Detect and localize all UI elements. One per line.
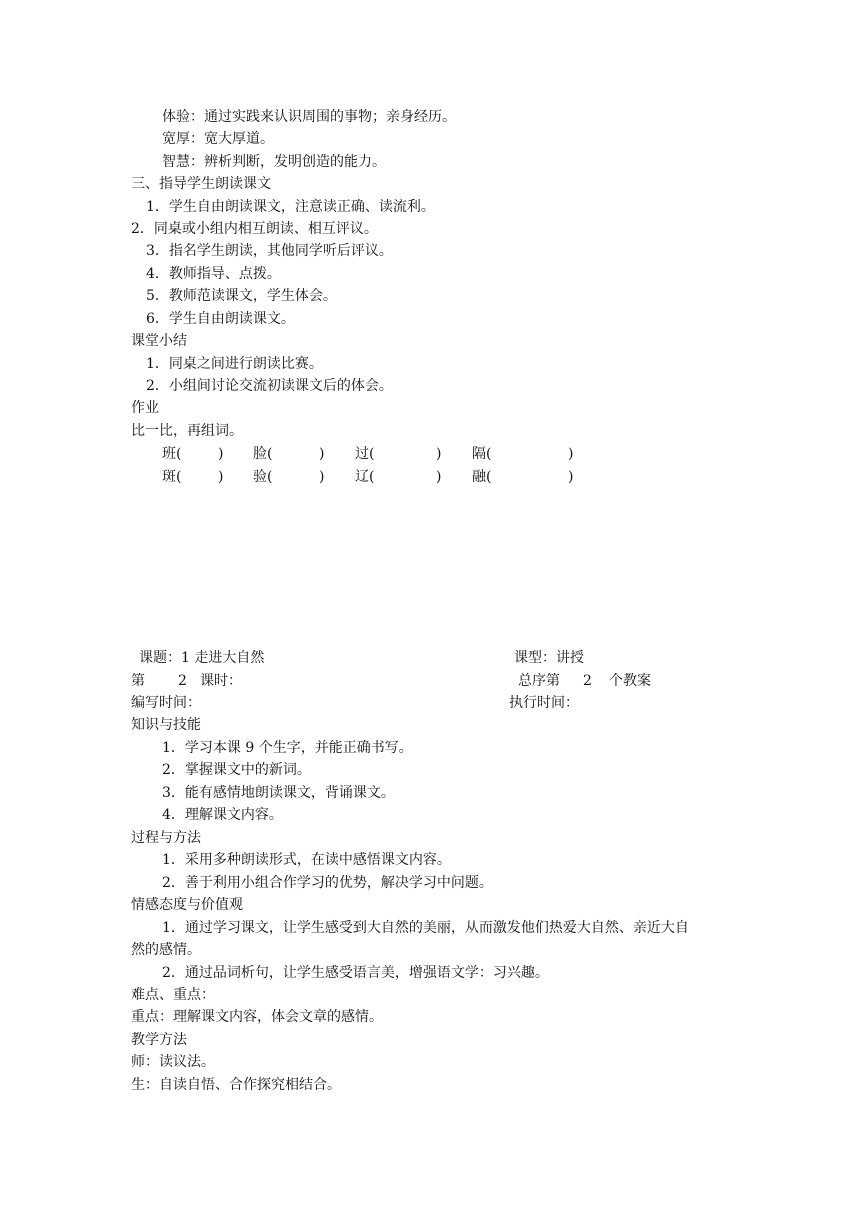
section3-step-5: 5．教师范读课文，学生体会。	[146, 288, 337, 304]
section3-step-1: 1．学生自由朗读课文，注意读正确、读流利。	[146, 199, 435, 215]
process-item-1: 1．采用多种朗读形式，在读中感悟课文内容。	[162, 852, 451, 868]
knowledge-item-1: 1．学习本课 9 个生字，并能正确书写。	[162, 740, 413, 756]
write-time-label: 编写时间：	[131, 695, 201, 711]
period-prefix: 第	[131, 673, 145, 689]
emotion-item-1-line-1: 1．通过学习课文，让学生感受到大自然的美丽，从而激发他们热爱大自然、亲近大自	[162, 920, 689, 936]
word-pair-open: 辽(	[355, 469, 375, 485]
total-prefix: 总序第	[518, 673, 560, 689]
period-number: 2	[178, 673, 187, 689]
period-suffix: 课时：	[200, 673, 242, 689]
student-method: 生：自读自悟、合作探究相结合。	[131, 1077, 341, 1093]
word-pair-close: )	[319, 446, 325, 462]
word-pair-close: )	[218, 446, 224, 462]
vocab-line-1: 体验：通过实践来认识周围的事物；亲身经历。	[162, 109, 456, 125]
process-heading: 过程与方法	[131, 830, 201, 846]
vocab-line-2: 宽厚：宽大厚道。	[162, 131, 274, 147]
word-pair-close: )	[436, 469, 442, 485]
word-pair-open: 过(	[355, 446, 375, 462]
section3-step-2: 2．同桌或小组内相互朗读、相互评议。	[131, 221, 378, 237]
homework-heading: 作业	[131, 400, 159, 416]
lesson-type: 课型：讲授	[514, 650, 584, 666]
word-pair-close: )	[436, 446, 442, 462]
emotion-item-1-line-2: 然的感情。	[131, 942, 201, 958]
teacher-method: 师：读议法。	[131, 1054, 215, 1070]
word-pair-close: )	[218, 469, 224, 485]
emotion-heading: 情感态度与价值观	[131, 897, 243, 913]
word-pair-open: 班(	[162, 446, 182, 462]
key-point: 重点：理解课文内容，体会文章的感情。	[131, 1009, 383, 1025]
word-pair-open: 融(	[472, 469, 492, 485]
knowledge-heading: 知识与技能	[131, 717, 201, 733]
word-pair-open: 斑(	[162, 469, 182, 485]
section3-heading: 三、指导学生朗读课文	[131, 176, 271, 192]
section3-step-4: 4．教师指导、点拨。	[146, 266, 281, 282]
knowledge-item-3: 3．能有感情地朗读课文，背诵课文。	[162, 785, 395, 801]
word-pair-close: )	[319, 469, 325, 485]
difficulty-heading: 难点、重点：	[131, 987, 215, 1003]
word-pair-open: 隔(	[472, 446, 492, 462]
total-suffix: 个教案	[609, 673, 651, 689]
emotion-item-2: 2．通过品词析句，让学生感受语言美，增强语文学：习兴趣。	[162, 965, 549, 981]
word-pair-close: )	[568, 446, 574, 462]
process-item-2: 2．善于利用小组合作学习的优势，解决学习中问题。	[162, 875, 493, 891]
method-heading: 教学方法	[131, 1032, 187, 1048]
summary-heading: 课堂小结	[131, 333, 187, 349]
summary-step-1: 1．同桌之间进行朗读比赛。	[146, 356, 323, 372]
knowledge-item-2: 2．掌握课文中的新词。	[162, 762, 311, 778]
section3-step-6: 6．学生自由朗读课文。	[146, 311, 295, 327]
total-number: 2	[583, 673, 592, 689]
vocab-line-3: 智慧：辨析判断，发明创造的能力。	[162, 154, 386, 170]
homework-instruction: 比一比，再组词。	[131, 423, 243, 439]
lesson-topic: 课题：1 走进大自然	[139, 650, 265, 666]
summary-step-2: 2．小组间讨论交流初读课文后的体会。	[146, 378, 393, 394]
section3-step-3: 3．指名学生朗读，其他同学听后评议。	[146, 243, 393, 259]
word-pair-open: 验(	[253, 469, 273, 485]
word-pair-close: )	[568, 469, 574, 485]
word-pair-open: 脸(	[253, 446, 273, 462]
exec-time-label: 执行时间：	[509, 695, 579, 711]
knowledge-item-4: 4．理解课文内容。	[162, 807, 283, 823]
